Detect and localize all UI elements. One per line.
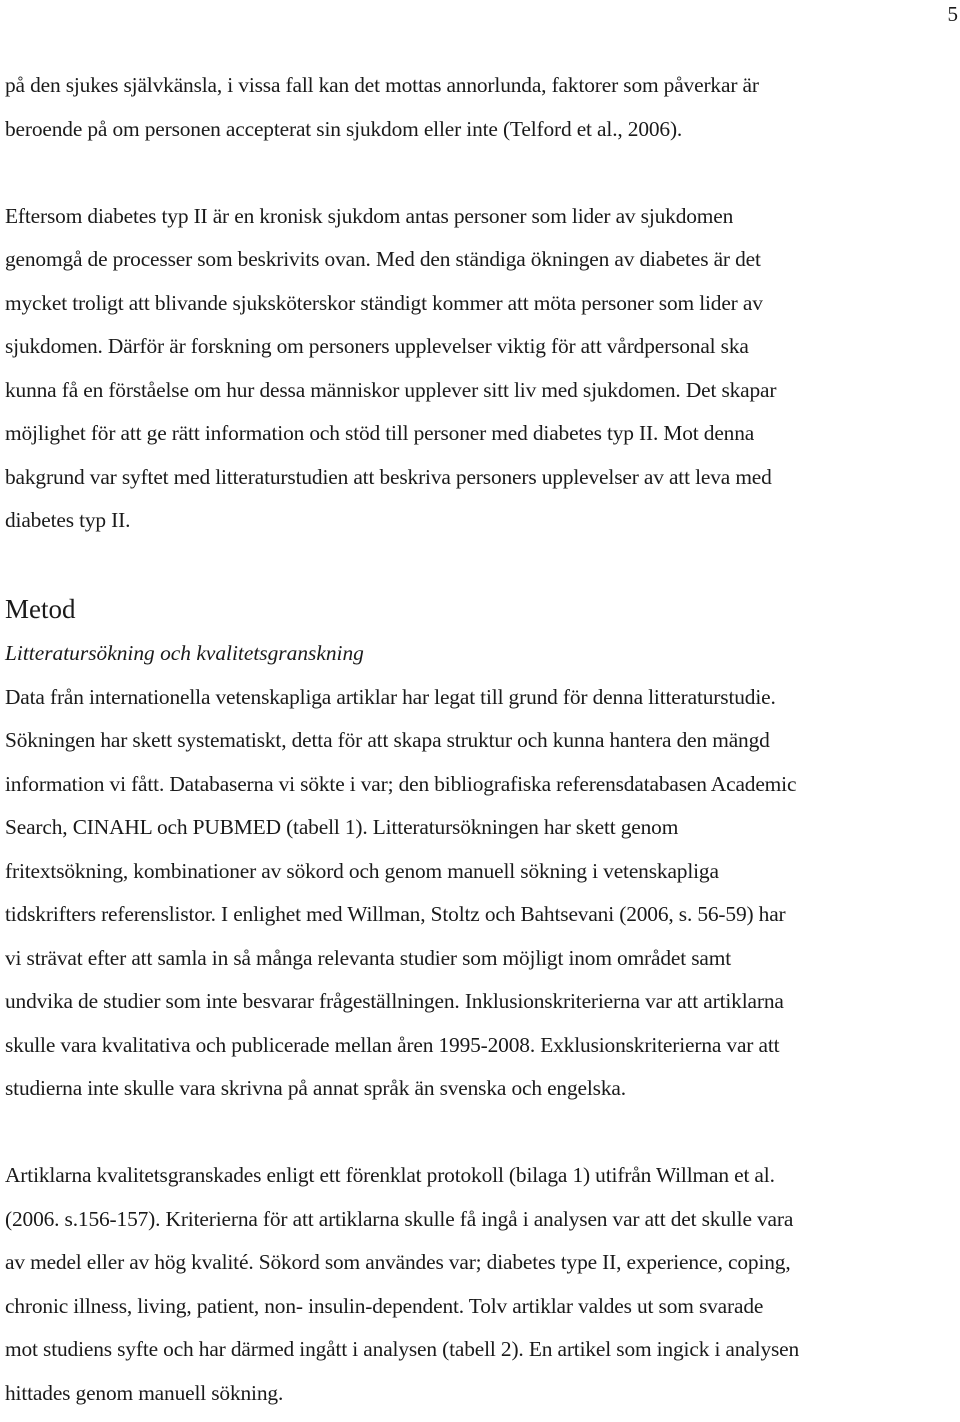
text-line: Sökningen har skett systematiskt, detta för att skapa struktur och kunna hantera den mängd	[5, 728, 770, 752]
subsection-heading: Litteratursökning och kvalitetsgranskning	[5, 641, 364, 665]
text-line: undvika de studier som inte besvarar frågeställningen. Inklusionskriterierna var att artiklarna	[5, 989, 784, 1013]
text-line: mot studiens syfte och har därmed ingått i analysen (tabell 2). En artikel som ingick i analysen	[5, 1337, 800, 1361]
text-line: beroende på om personen accepterat sin sjukdom eller inte (Telford et al., 2006).	[5, 116, 683, 141]
text-line: vi strävat efter att samla in så många relevanta studier som möjligt inom området samt	[5, 945, 732, 970]
paragraph-4	[5, 1154, 960, 1415]
text-line: hittades genom manuell sökning.	[5, 1380, 284, 1405]
document-body	[5, 64, 960, 1415]
paragraph-gap	[5, 151, 960, 195]
page-number: 5	[947, 2, 958, 26]
text-line: diabetes typ II.	[5, 508, 131, 532]
paragraph-1	[5, 64, 960, 151]
text-line: sjukdomen. Därför är forskning om personers upplevelser viktig för att vårdpersonal ska	[5, 334, 749, 358]
text-line: tidskrifters referenslistor. I enlighet med Willman, Stoltz och Bahtsevani (2006, s. 56-59) har	[5, 902, 786, 926]
text-line: Search, CINAHL och PUBMED (tabell 1). Litteratursökningen har skett genom	[5, 815, 679, 839]
text-line: på den sjukes självkänsla, i vissa fall kan det mottas annorlunda, faktorer som påverkar är	[5, 73, 759, 97]
text-line: skulle vara kvalitativa och publicerade mellan åren 1995-2008. Exklusionskriterierna var att	[5, 1032, 780, 1057]
text-line: mycket troligt att blivande sjuksköterskor ständigt kommer att möta personer som lider av	[5, 290, 763, 315]
paragraph-gap	[5, 1111, 960, 1155]
paragraph-2	[5, 195, 960, 543]
text-line: fritextsökning, kombinationer av sökord och genom manuell sökning i vetenskapliga	[5, 858, 719, 883]
text-line: bakgrund var syftet med litteraturstudien att beskriva personers upplevelser av att leva med	[5, 464, 772, 489]
text-line: information vi fått. Databaserna vi sökte i var; den bibliografiska referensdatabasen Academic	[5, 771, 797, 796]
text-line: Eftersom diabetes typ II är en kronisk sjukdom antas personer som lider av sjukdomen	[5, 203, 734, 228]
section-heading: Metod	[5, 594, 76, 624]
paragraph-gap	[5, 543, 960, 587]
text-line: (2006. s.156-157). Kriterierna för att artiklarna skulle få ingå i analysen var att det skulle vara	[5, 1206, 794, 1231]
text-line: chronic illness, living, patient, non- insulin-dependent. Tolv artiklar valdes ut som svarade	[5, 1293, 764, 1318]
text-line: Artiklarna kvalitetsgranskades enligt ett förenklat protokoll (bilaga 1) utifrån Willman et al.	[5, 1163, 775, 1187]
paragraph-3	[5, 676, 960, 1111]
text-line: Data från internationella vetenskapliga artiklar har legat till grund för denna litteraturstudie.	[5, 684, 776, 709]
text-line: kunna få en förståelse om hur dessa människor upplever sitt liv med sjukdomen. Det skapar	[5, 377, 777, 402]
text-line: genomgå de processer som beskrivits ovan. Med den ständiga ökningen av diabetes är det	[5, 247, 761, 271]
text-line: studierna inte skulle vara skrivna på annat språk än svenska och engelska.	[5, 1076, 626, 1100]
text-line: av medel eller av hög kvalité. Sökord som användes var; diabetes type II, experience, coping,	[5, 1250, 791, 1274]
text-line: möjlighet för att ge rätt information och stöd till personer med diabetes typ II. Mot denna	[5, 421, 755, 445]
